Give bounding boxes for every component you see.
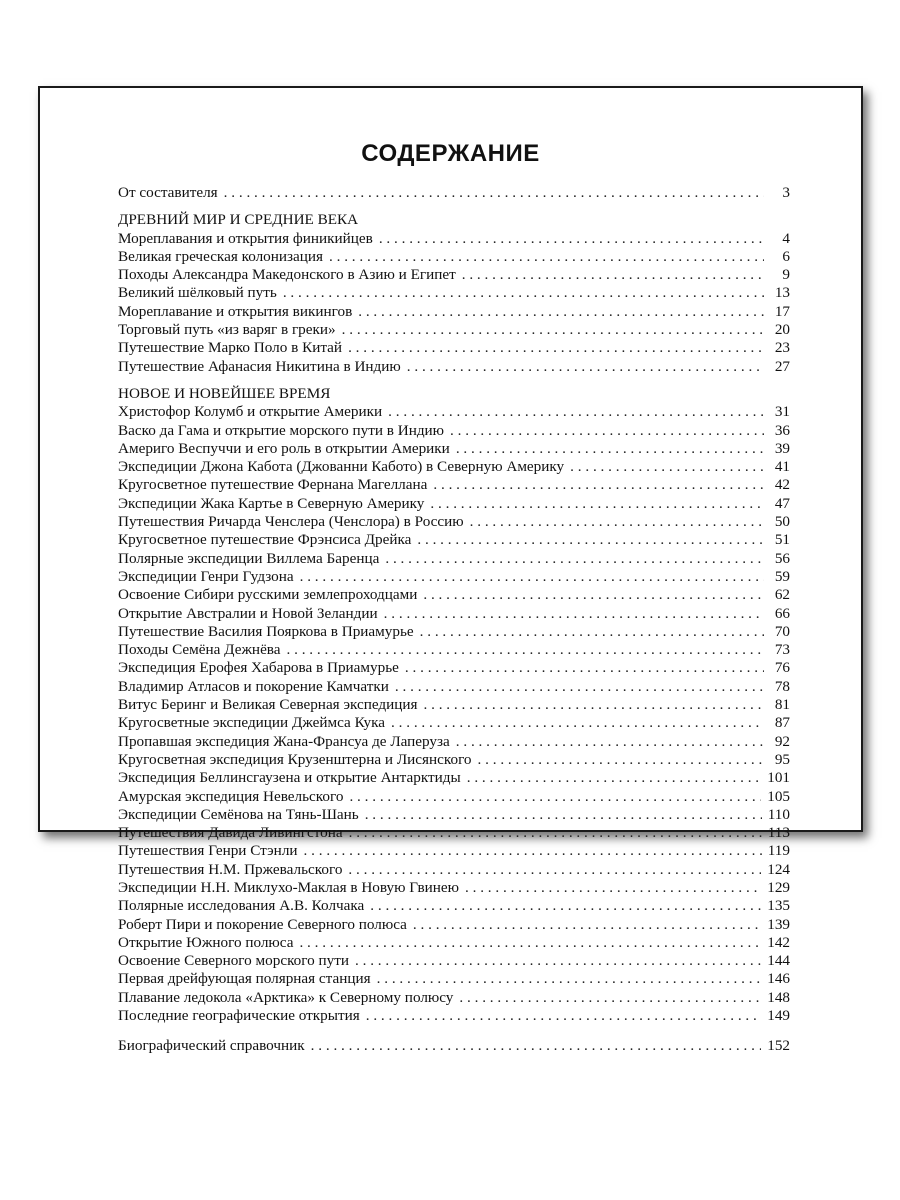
page-title: СОДЕРЖАНИЕ: [361, 140, 540, 167]
spacer: [118, 202, 790, 211]
toc-entry-title: Амурская экспедиция Невельского: [118, 787, 344, 805]
toc-entry-page: 36: [774, 421, 790, 439]
dot-leader: [379, 230, 764, 248]
toc-entry-title: Великая греческая колонизация: [118, 247, 324, 265]
toc-entry-title: Кругосветные экспедиции Джеймса Кука: [118, 714, 386, 732]
dot-leader: [384, 605, 764, 623]
toc-entry: [118, 422, 790, 440]
toc-entry-title: Мореплавания и открытия финикийцев: [118, 229, 373, 247]
dot-leader: [465, 879, 761, 897]
dot-leader: [413, 916, 761, 934]
toc-entry-page: 105: [767, 787, 790, 805]
toc-entry-page: 113: [767, 824, 790, 842]
toc-entry: [118, 403, 790, 421]
toc-entry-title: Роберт Пири и покорение Северного полюса: [118, 915, 407, 933]
toc-entry-title: Экспедиция Ерофея Хабарова в Приамурье: [118, 659, 399, 677]
toc-entry-title: Походы Александра Македонского в Азию и Египет: [118, 266, 456, 284]
toc-entry-appendix: [118, 1037, 790, 1055]
toc-entry-page: 124: [767, 860, 790, 878]
dot-leader: [348, 861, 761, 879]
toc-entry: [118, 586, 790, 604]
dot-leader: [299, 934, 761, 952]
toc-entry: [118, 458, 790, 476]
section-heading: НОВОЕ И НОВЕЙШЕЕ ВРЕМЯ: [118, 384, 331, 402]
toc-entry-page: 152: [767, 1037, 790, 1055]
toc-entry-page: 51: [774, 531, 790, 549]
toc-entry-title: От составителя: [118, 184, 218, 201]
toc-entry-page: 20: [774, 321, 790, 339]
dot-leader: [450, 422, 764, 440]
toc-entry: [118, 440, 790, 458]
toc-entry: [118, 897, 790, 915]
toc-entry-title: Путешествия Н.М. Пржевальского: [118, 860, 343, 878]
toc-entry: [118, 476, 790, 494]
toc-entry-page: 41: [774, 458, 790, 476]
toc-entry-page: 87: [774, 714, 790, 732]
dot-leader: [224, 184, 764, 202]
toc-entry: [118, 934, 790, 952]
toc-entry: [118, 266, 790, 284]
toc-entry-page: 129: [767, 878, 790, 896]
toc-entry: [118, 989, 790, 1007]
toc-entry-page: 119: [767, 842, 790, 860]
toc-entry-title: Пропавшая экспедиция Жана-Франсуа де Лаперуза: [118, 732, 450, 750]
toc-entry-title: Биографический справочник: [118, 1037, 305, 1055]
toc-entry-page: 149: [767, 1007, 790, 1025]
dot-leader: [423, 586, 764, 604]
toc-entry: [118, 806, 790, 824]
toc-entry: [118, 916, 790, 934]
dot-leader: [407, 358, 764, 376]
toc-entry-title: Владимир Атласов и покорение Камчатки: [118, 677, 389, 695]
toc-entry-title: Освоение Северного морского пути: [118, 952, 349, 970]
toc-entry: [118, 605, 790, 623]
dot-leader: [456, 733, 764, 751]
toc-entry-title: Открытие Австралии и Новой Зеландии: [118, 604, 378, 622]
toc-entry-page: 139: [767, 915, 790, 933]
toc-entry-page: 31: [774, 403, 790, 421]
toc-entry: [118, 623, 790, 641]
dot-leader: [395, 678, 764, 696]
toc-entry: [118, 696, 790, 714]
toc-entry: [118, 952, 790, 970]
toc-entry: [118, 769, 790, 787]
dot-leader: [478, 751, 764, 769]
toc-entry-title: Походы Семёна Дежнёва: [118, 641, 281, 659]
toc-entry: [118, 339, 790, 357]
dot-leader: [430, 495, 764, 513]
toc-entry-title: Америго Веспуччи и его роль в открытии Америки: [118, 439, 450, 457]
toc-entry: [118, 879, 790, 897]
toc-entry-page: 66: [774, 604, 790, 622]
dot-leader: [366, 1007, 762, 1025]
toc-entry: [118, 824, 790, 842]
toc-entry: [118, 733, 790, 751]
table-of-contents: [118, 184, 790, 1056]
toc-entry-title: Путешествие Василия Пояркова в Приамурье: [118, 622, 414, 640]
dot-leader: [365, 806, 762, 824]
toc-entry-page: 59: [774, 567, 790, 585]
dot-leader: [470, 513, 764, 531]
toc-entry-page: 27: [774, 357, 790, 375]
toc-entry: [118, 1007, 790, 1025]
toc-entry-page: 4: [782, 229, 790, 247]
toc-entry: [118, 321, 790, 339]
toc-entry: [118, 230, 790, 248]
toc-entry-page: 101: [767, 769, 790, 787]
toc-entry: [118, 248, 790, 266]
dot-leader: [388, 403, 764, 421]
toc-entry-page: 73: [774, 641, 790, 659]
toc-entry: [118, 568, 790, 586]
toc-entry-page: 3: [782, 184, 790, 201]
dot-leader: [385, 550, 764, 568]
toc-entry: [118, 714, 790, 732]
dot-leader: [417, 531, 764, 549]
toc-entry-title: Путешествия Давида Ливингстона: [118, 824, 343, 842]
toc-entry: [118, 659, 790, 677]
section-heading: ДРЕВНИЙ МИР И СРЕДНИЕ ВЕКА: [118, 211, 359, 229]
dot-leader: [456, 440, 764, 458]
dot-leader: [405, 659, 764, 677]
spacer: [118, 376, 790, 385]
toc-entry-page: 92: [774, 732, 790, 750]
toc-entry-title: Мореплавание и открытия викингов: [118, 302, 353, 320]
dot-leader: [349, 788, 761, 806]
toc-entry-page: 23: [774, 339, 790, 357]
toc-entry-page: 42: [774, 476, 790, 494]
toc-entry-title: Экспедиции Джона Кабота (Джованни Кабото) в Северную Америку: [118, 458, 565, 476]
toc-entry-intro: [118, 184, 790, 202]
dot-leader: [570, 458, 764, 476]
dot-leader: [377, 970, 762, 988]
toc-entry-title: Экспедиции Н.Н. Миклухо-Маклая в Новую Гвинею: [118, 878, 460, 896]
toc-entry-page: 142: [767, 933, 790, 951]
toc-section-modern: [118, 385, 790, 1025]
dot-leader: [420, 623, 764, 641]
toc-entry-title: Экспедиции Генри Гудзона: [118, 567, 294, 585]
toc-entry-page: 13: [774, 284, 790, 302]
dot-leader: [304, 842, 762, 860]
toc-entry: [118, 531, 790, 549]
dot-leader: [433, 476, 764, 494]
toc-entry-title: Экспедиции Жака Картье в Северную Америку: [118, 494, 425, 512]
toc-entry: [118, 495, 790, 513]
toc-entry-page: 110: [767, 805, 790, 823]
toc-entry-title: Последние географические открытия: [118, 1007, 360, 1025]
dot-leader: [283, 284, 764, 302]
toc-entry-title: Кругосветное путешествие Фернана Магеллана: [118, 476, 428, 494]
toc-entry-title: Кругосветное путешествие Фрэнсиса Дрейка: [118, 531, 412, 549]
toc-entry: [118, 788, 790, 806]
toc-entry-title: Путешествие Марко Поло в Китай: [118, 339, 343, 357]
dot-leader: [300, 568, 764, 586]
toc-entry: [118, 842, 790, 860]
dot-leader: [370, 897, 761, 915]
toc-entry-title: Экспедиция Беллинсгаузена и открытие Антарктиды: [118, 769, 461, 787]
toc-section-ancient: [118, 211, 790, 376]
dot-leader: [311, 1037, 762, 1055]
toc-entry: [118, 358, 790, 376]
toc-entry-title: Полярные исследования А.В. Колчака: [118, 897, 365, 915]
toc-entry-title: Открытие Южного полюса: [118, 933, 294, 951]
toc-entry-title: Полярные экспедиции Виллема Баренца: [118, 549, 380, 567]
toc-entry: [118, 641, 790, 659]
toc-entry-page: 17: [774, 302, 790, 320]
toc-entry: [118, 751, 790, 769]
toc-entry-title: Плавание ледокола «Арктика» к Северному полюсу: [118, 988, 454, 1006]
toc-entry-page: 56: [774, 549, 790, 567]
dot-leader: [355, 952, 761, 970]
toc-entry-page: 70: [774, 622, 790, 640]
dot-leader: [462, 266, 764, 284]
toc-entry-page: 81: [774, 696, 790, 714]
toc-entry-page: 47: [774, 494, 790, 512]
toc-entry-page: 95: [774, 750, 790, 768]
toc-entry: [118, 303, 790, 321]
toc-entry-page: 39: [774, 439, 790, 457]
toc-entry-title: Христофор Колумб и открытие Америки: [118, 403, 383, 421]
toc-entry-page: 135: [767, 897, 790, 915]
toc-entry-page: 50: [774, 513, 790, 531]
book-page: [38, 86, 863, 1055]
toc-entry-page: 78: [774, 677, 790, 695]
toc-entry-page: 148: [767, 988, 790, 1006]
toc-entry-title: Освоение Сибири русскими землепроходцами: [118, 586, 418, 604]
toc-entry-page: 62: [774, 586, 790, 604]
toc-entry-title: Торговый путь «из варяг в греки»: [118, 321, 336, 339]
toc-entry-page: 144: [767, 952, 790, 970]
toc-entry-title: Васко да Гама и открытие морского пути в Индию: [118, 421, 445, 439]
toc-entry-title: Путешествие Афанасия Никитина в Индию: [118, 357, 401, 375]
dot-leader: [349, 824, 762, 842]
toc-entry: [118, 284, 790, 302]
toc-entry-title: Кругосветная экспедиция Крузенштерна и Лисянского: [118, 750, 472, 768]
dot-leader: [459, 989, 761, 1007]
toc-entry-page: 146: [767, 970, 790, 988]
dot-leader: [391, 714, 764, 732]
toc-entry: [118, 970, 790, 988]
toc-entry-title: Первая дрейфующая полярная станция: [118, 970, 371, 988]
dot-leader: [329, 248, 764, 266]
toc-entry-title: Великий шёлковый путь: [118, 284, 277, 302]
toc-entry: [118, 861, 790, 879]
dot-leader: [424, 696, 765, 714]
dot-leader: [358, 303, 764, 321]
toc-entry-title: Экспедиции Семёнова на Тянь-Шань: [118, 805, 359, 823]
toc-entry-page: 6: [782, 247, 790, 265]
toc-entry-title: Путешествия Генри Стэнли: [118, 842, 298, 860]
toc-entry-page: 76: [774, 659, 790, 677]
dot-leader: [342, 321, 764, 339]
toc-entry-page: 9: [782, 266, 790, 284]
toc-entry-title: Витус Беринг и Великая Северная экспедиция: [118, 696, 418, 714]
toc-entry: [118, 678, 790, 696]
dot-leader: [467, 769, 762, 787]
dot-leader: [348, 339, 764, 357]
spacer: [118, 1025, 790, 1037]
toc-entry-title: Путешествия Ричарда Ченслера (Ченслора) в Россию: [118, 513, 464, 531]
toc-entry: [118, 513, 790, 531]
dot-leader: [287, 641, 764, 659]
toc-entry: [118, 550, 790, 568]
